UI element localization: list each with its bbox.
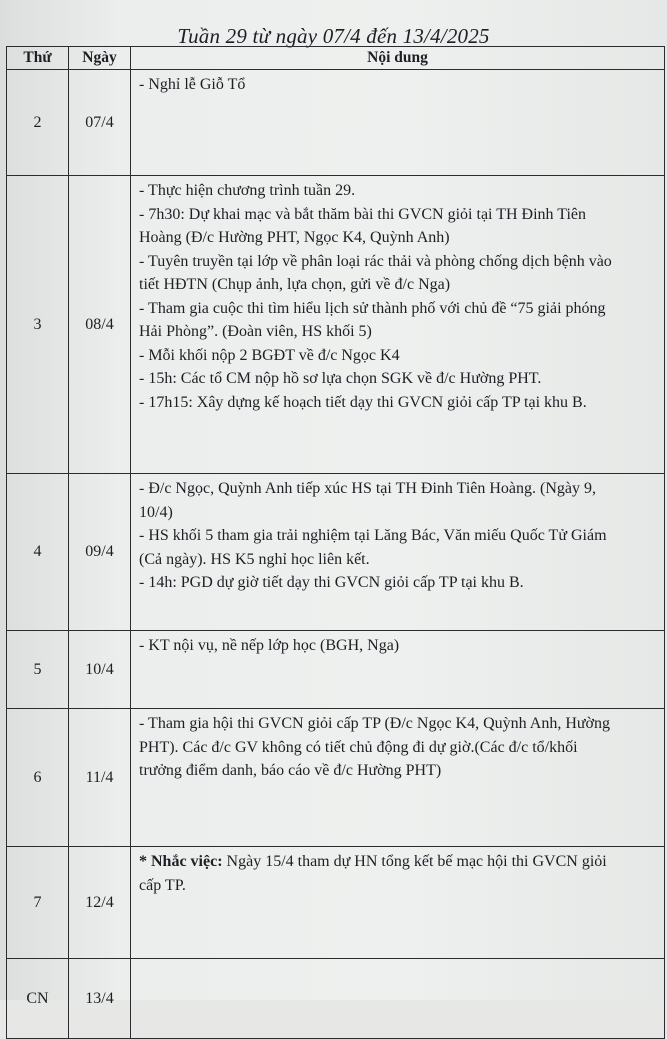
- header-ngay: Ngày: [69, 47, 131, 70]
- table-row: [7, 176, 665, 474]
- day-of-week: 5: [7, 631, 69, 709]
- table-row: [7, 959, 665, 1039]
- content-line: trưởng điểm danh, báo cáo về đ/c Hường PHT): [139, 762, 442, 779]
- content-line: cấp TP.: [139, 876, 186, 894]
- content-line: (Cả ngày). HS K5 nghỉ học liên kết.: [139, 550, 370, 568]
- table-row: [7, 631, 665, 709]
- content-line: - 17h15: Xây dựng kế hoạch tiết dạy thi GVCN giỏi cấp TP tại khu B.: [139, 393, 587, 411]
- date: 09/4: [69, 474, 131, 631]
- day-of-week: CN: [7, 959, 69, 1039]
- schedule-table: [6, 46, 665, 1039]
- page-title: Tuần 29 từ ngày 07/4 đến 13/4/2025: [177, 24, 490, 48]
- content-line: - KT nội vụ, nề nếp lớp học (BGH, Nga): [139, 637, 400, 654]
- content-line: - Tham gia cuộc thi tìm hiểu lịch sử thành phố với chủ đề “75 giải phóng: [139, 299, 606, 317]
- table-row: [7, 847, 665, 959]
- content-line: - Nghỉ lễ Giỗ Tổ: [139, 76, 246, 93]
- header-noi-dung: Nội dung: [131, 47, 665, 70]
- day-of-week: 4: [7, 474, 69, 631]
- reminder-text: Ngày 15/4 tham dự HN tổng kết bế mạc hội thi GVCN giỏi: [222, 853, 607, 870]
- day-of-week: 3: [7, 176, 69, 474]
- table-row: [7, 709, 665, 847]
- date: 08/4: [69, 176, 131, 474]
- content-line: 10/4): [139, 503, 173, 521]
- date: 10/4: [69, 631, 131, 709]
- content-line: - Thực hiện chương trình tuần 29.: [139, 182, 356, 199]
- content-cell: [131, 847, 665, 959]
- header-thu: Thứ: [7, 47, 69, 70]
- content-line: - Tham gia hội thi GVCN giỏi cấp TP (Đ/c Ngọc K4, Quỳnh Anh, Hường: [139, 715, 611, 732]
- content-line: Hải Phòng”. (Đoàn viên, HS khối 5): [139, 323, 372, 340]
- content-line: - HS khối 5 tham gia trải nghiệm tại Lăng Bác, Văn miếu Quốc Tử Giám: [139, 527, 607, 544]
- content-line: - Tuyên truyền tại lớp về phân loại rác thải và phòng chống dịch bệnh vào: [139, 252, 612, 270]
- content-line: [139, 850, 656, 874]
- content-line: Hoàng (Đ/c Hường PHT, Ngọc K4, Quỳnh Anh): [139, 229, 450, 246]
- day-of-week: 6: [7, 709, 69, 847]
- content-line: - 15h: Các tổ CM nộp hồ sơ lựa chọn SGK về đ/c Hường PHT.: [139, 370, 542, 387]
- table-row: [7, 70, 665, 176]
- date: 12/4: [69, 847, 131, 959]
- header-row: [7, 47, 665, 70]
- content-cell: [131, 474, 665, 631]
- content-cell: [131, 70, 665, 176]
- content-cell: [131, 631, 665, 709]
- content-cell: [131, 959, 665, 1039]
- content-cell: [131, 709, 665, 847]
- day-of-week: 7: [7, 847, 69, 959]
- content-line: - Mỗi khối nộp 2 BGĐT về đ/c Ngọc K4: [139, 346, 400, 364]
- content-line: - 14h: PGD dự giờ tiết dạy thi GVCN giỏi cấp TP tại khu B.: [139, 574, 524, 591]
- content-cell: [131, 176, 665, 474]
- content-line: PHT). Các đ/c GV không có tiết chủ động đi dự giờ.(Các đ/c tổ/khối: [139, 738, 578, 756]
- reminder-label: * Nhắc việc:: [139, 853, 223, 870]
- content-line: - 7h30: Dự khai mạc và bắt thăm bài thi GVCN giỏi tại TH Đinh Tiên: [139, 205, 586, 223]
- day-of-week: 2: [7, 70, 69, 176]
- table-row: [7, 474, 665, 631]
- date: 07/4: [69, 70, 131, 176]
- date: 13/4: [69, 959, 131, 1039]
- date: 11/4: [69, 709, 131, 847]
- content-line: - Đ/c Ngọc, Quỳnh Anh tiếp xúc HS tại TH Đinh Tiên Hoàng. (Ngày 9,: [139, 480, 596, 497]
- content-line: tiết HĐTN (Chụp ảnh, lựa chọn, gửi về đ/c Nga): [139, 276, 451, 293]
